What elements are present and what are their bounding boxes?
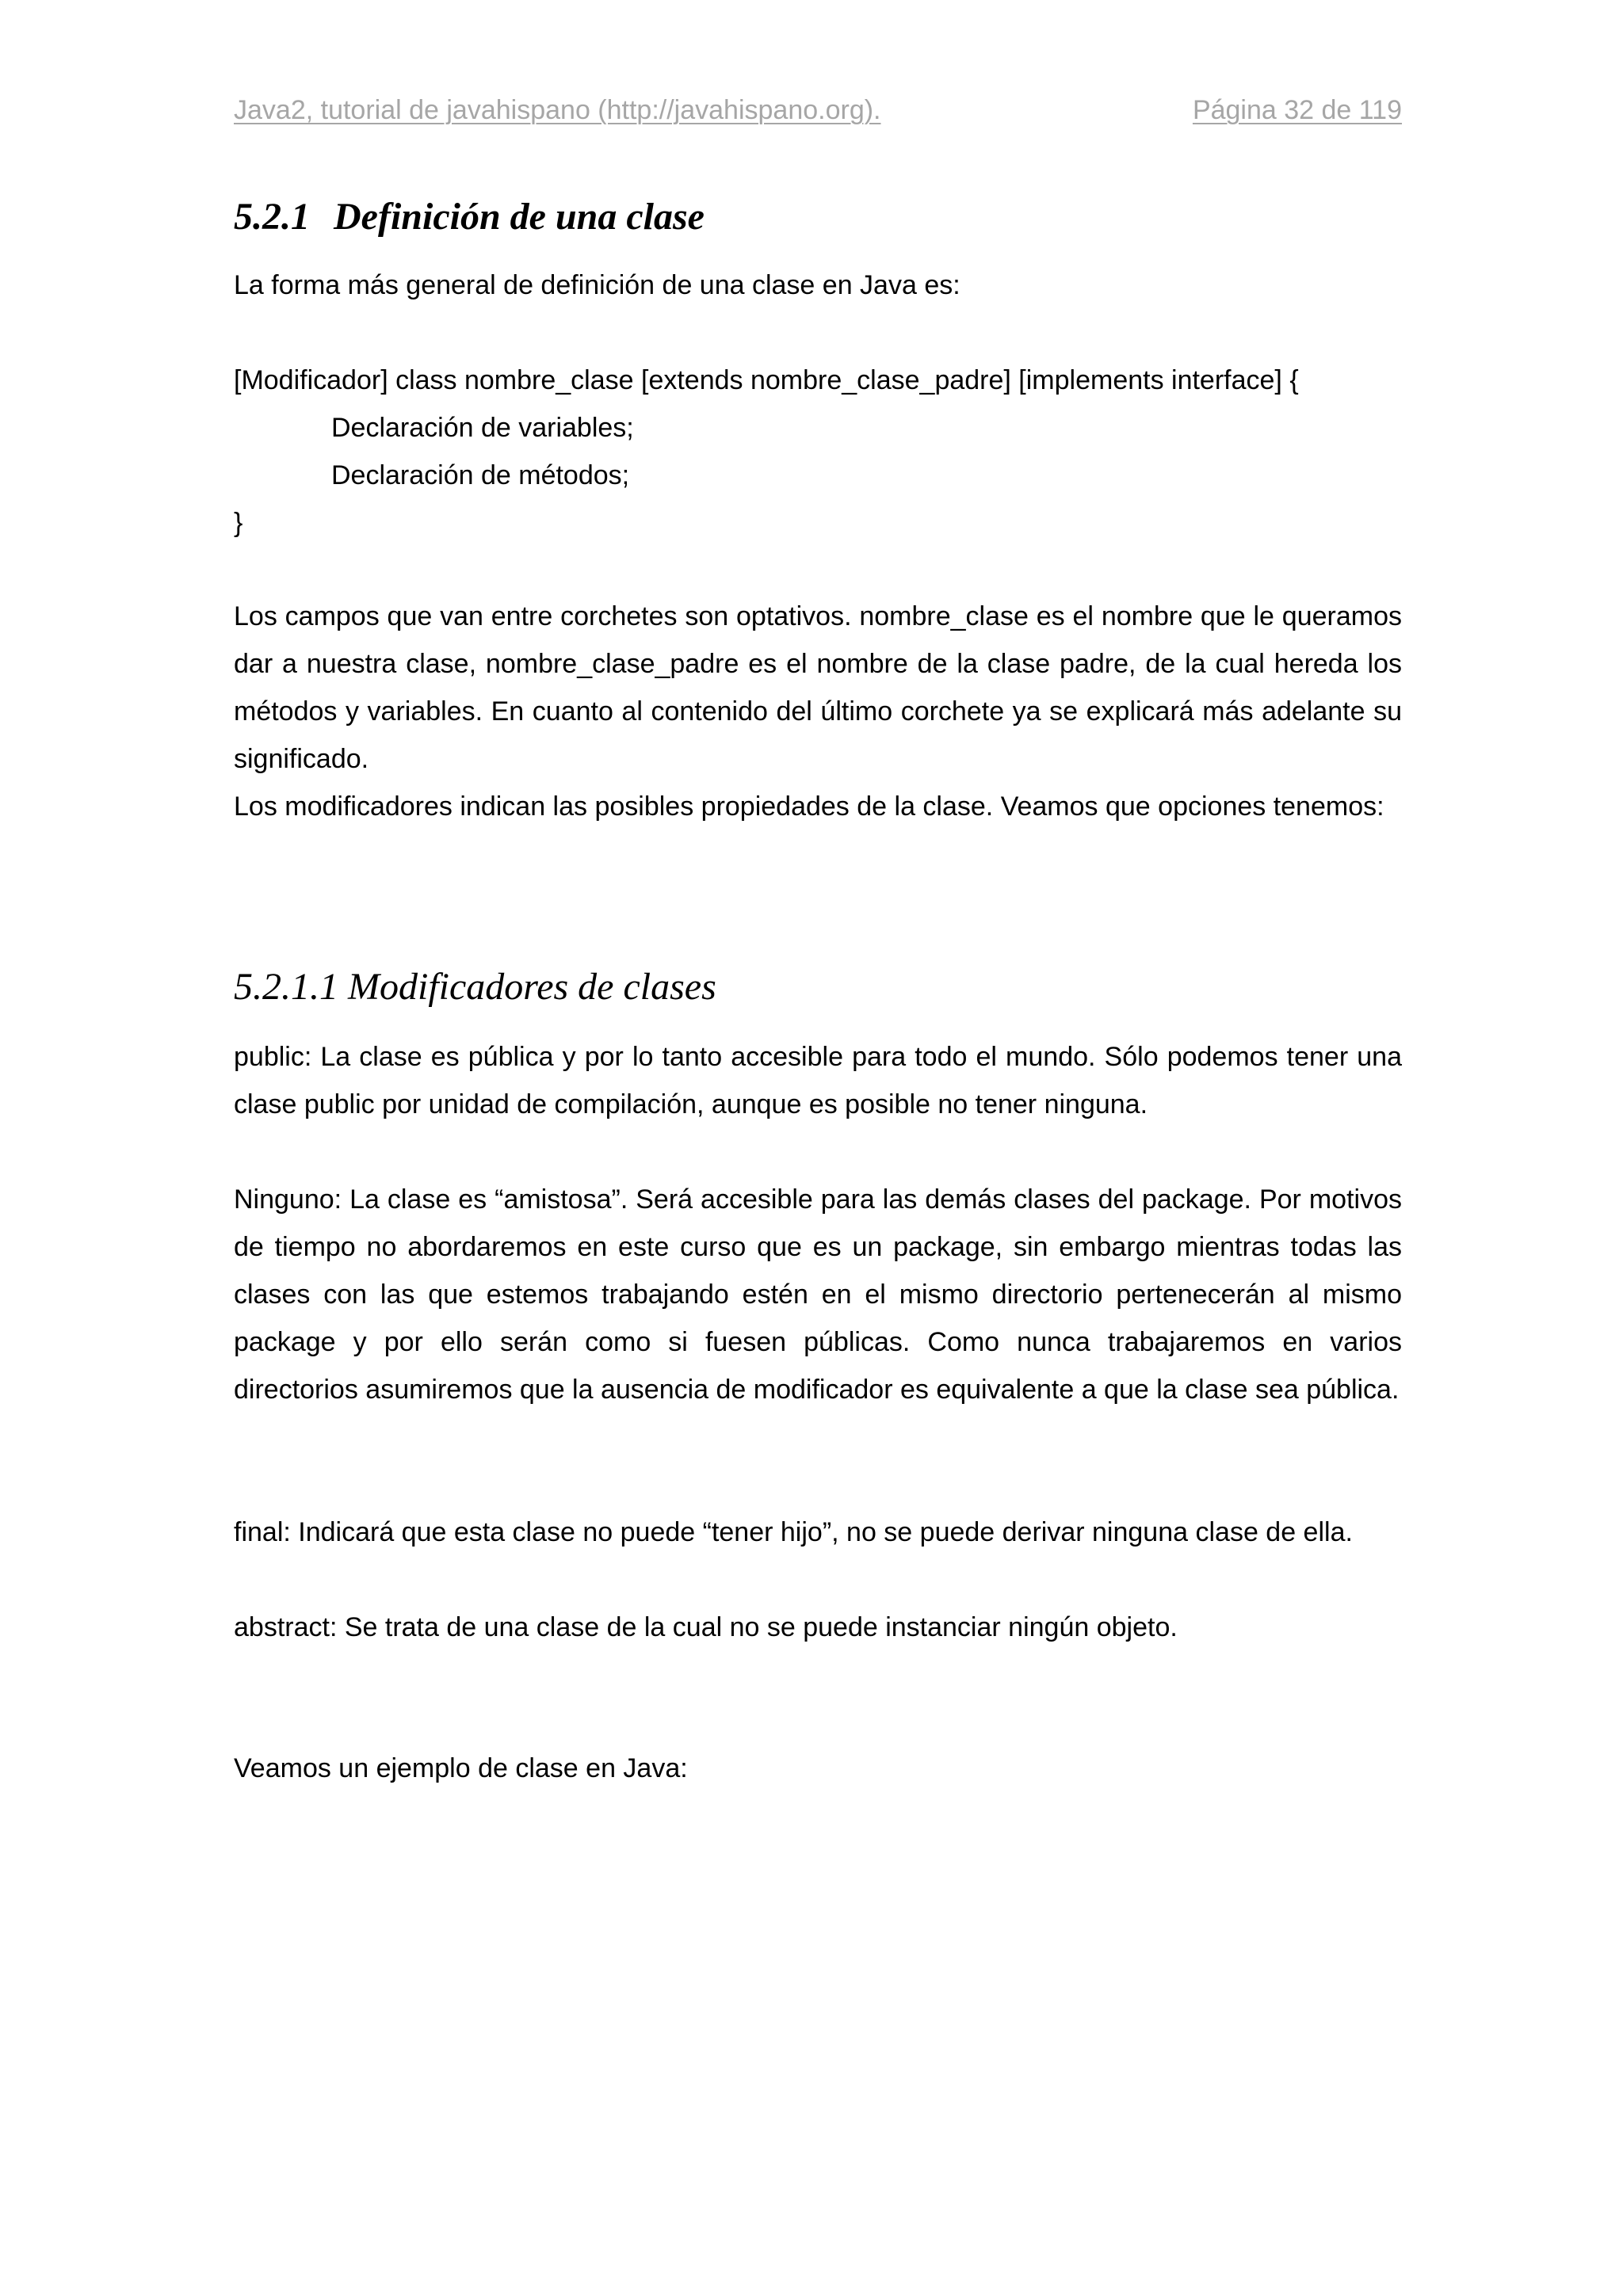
section-title: Definición de una clase	[334, 196, 705, 238]
section-number: 5.2.1	[234, 196, 310, 238]
code-line-4: }	[234, 508, 243, 538]
paragraph-ninguno: Ninguno: La clase es “amistosa”. Será accesible para las demás clases del package. Por motivos de tiempo no abordaremos en este curso que es un package, sin embargo mientras todas las clases con las que estemos trabajando estén en el mismo directorio pertenecerán al mismo package y por ello serán como si fuesen públicas. Como nunca trabajaremos en varios directorios asumiremos que la ausencia de modificador es equivalente a que la clase sea pública.	[234, 1184, 1402, 1405]
paragraph-fields: Los campos que van entre corchetes son optativos. nombre_clase es el nombre que le queramos dar a nuestra clase, nombre_clase_padre es el nombre de la clase padre, de la cual hereda los métodos y variables. En cuanto al contenido del último corchete ya se explicará más adelante su significado.	[234, 601, 1402, 774]
paragraph-example: Veamos un ejemplo de clase en Java:	[234, 1753, 688, 1783]
header-link[interactable]: Java2, tutorial de javahispano (http://javahispano.org).	[234, 95, 881, 125]
code-line-1: [Modificador] class nombre_clase [extends nombre_clase_padre] [implements interface] {	[234, 365, 1299, 395]
code-line-3: Declaración de métodos;	[331, 460, 630, 490]
page-number: Página 32 de 119	[1192, 95, 1402, 125]
paragraph-public: public: La clase es pública y por lo tanto accesible para todo el mundo. Sólo podemos tener una clase public por unidad de compilación, aunque es posible no tener ninguna.	[234, 1042, 1402, 1119]
document-page	[234, 0, 1402, 2296]
paragraph-modifiers: Los modificadores indican las posibles propiedades de la clase. Veamos que opciones tenemos:	[234, 791, 1384, 822]
section-heading	[234, 195, 705, 238]
intro-text: La forma más general de definición de una clase en Java es:	[234, 270, 960, 300]
page-header	[234, 95, 1402, 130]
code-line-2: Declaración de variables;	[331, 413, 634, 443]
subsection-heading: 5.2.1.1 Modificadores de clases	[234, 966, 716, 1008]
paragraph-abstract: abstract: Se trata de una clase de la cual no se puede instanciar ningún objeto.	[234, 1612, 1178, 1642]
paragraph-final: final: Indicará que esta clase no puede “tener hijo”, no se puede derivar ninguna clase de ella.	[234, 1517, 1353, 1547]
